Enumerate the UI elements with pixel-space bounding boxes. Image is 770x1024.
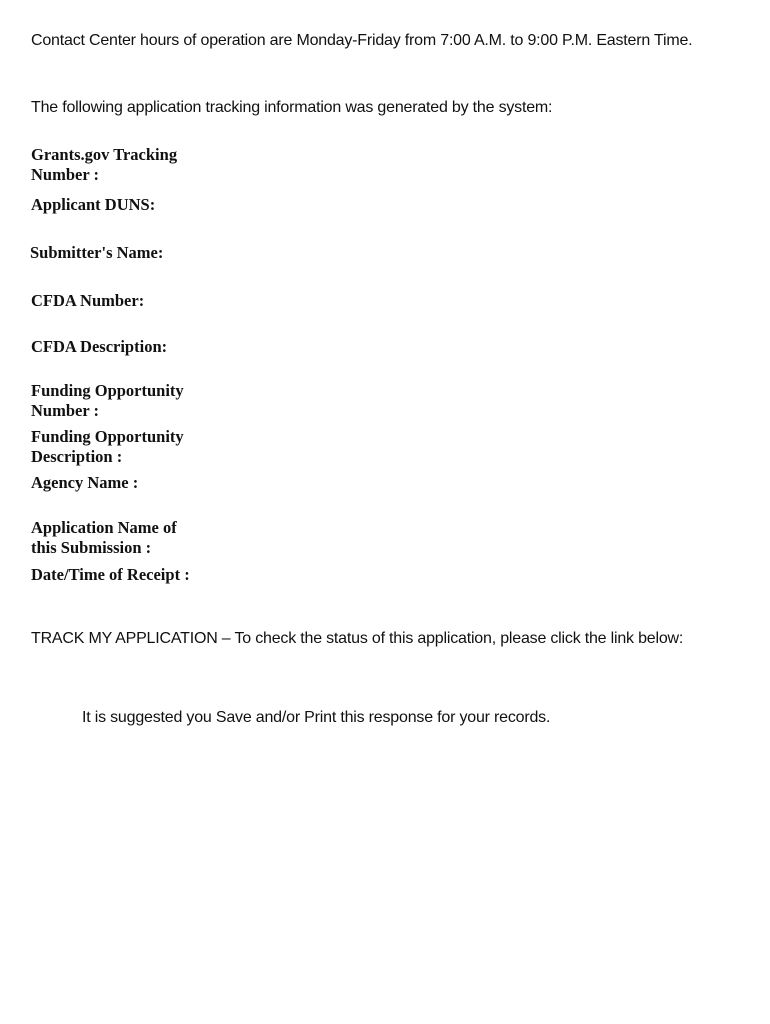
funding-opportunity-description-label: Funding Opportunity Description :	[31, 427, 184, 466]
applicant-duns-label: Applicant DUNS:	[31, 195, 156, 214]
tracking-number-label: Grants.gov Tracking Number :	[31, 145, 178, 184]
track-application-instruction: TRACK MY APPLICATION – To check the status of this application, please click the link below:	[31, 630, 684, 647]
funding-opportunity-number-label: Funding Opportunity Number :	[31, 381, 184, 420]
save-print-note: It is suggested you Save and/or Print this response for your records.	[82, 709, 551, 726]
agency-name-label: Agency Name :	[31, 473, 139, 492]
cfda-number-label: CFDA Number:	[31, 291, 145, 310]
track-application-link-area[interactable]	[31, 662, 731, 692]
cfda-description-label: CFDA Description:	[31, 337, 168, 356]
application-name-label: Application Name of this Submission :	[31, 518, 177, 557]
tracking-intro: The following application tracking information was generated by the system:	[31, 99, 553, 116]
hours-notice: Contact Center hours of operation are Monday-Friday from 7:00 A.M. to 9:00 P.M. Eastern Time.	[31, 32, 693, 49]
receipt-datetime-label: Date/Time of Receipt :	[31, 565, 190, 584]
submitter-name-label: Submitter's Name:	[30, 243, 164, 262]
